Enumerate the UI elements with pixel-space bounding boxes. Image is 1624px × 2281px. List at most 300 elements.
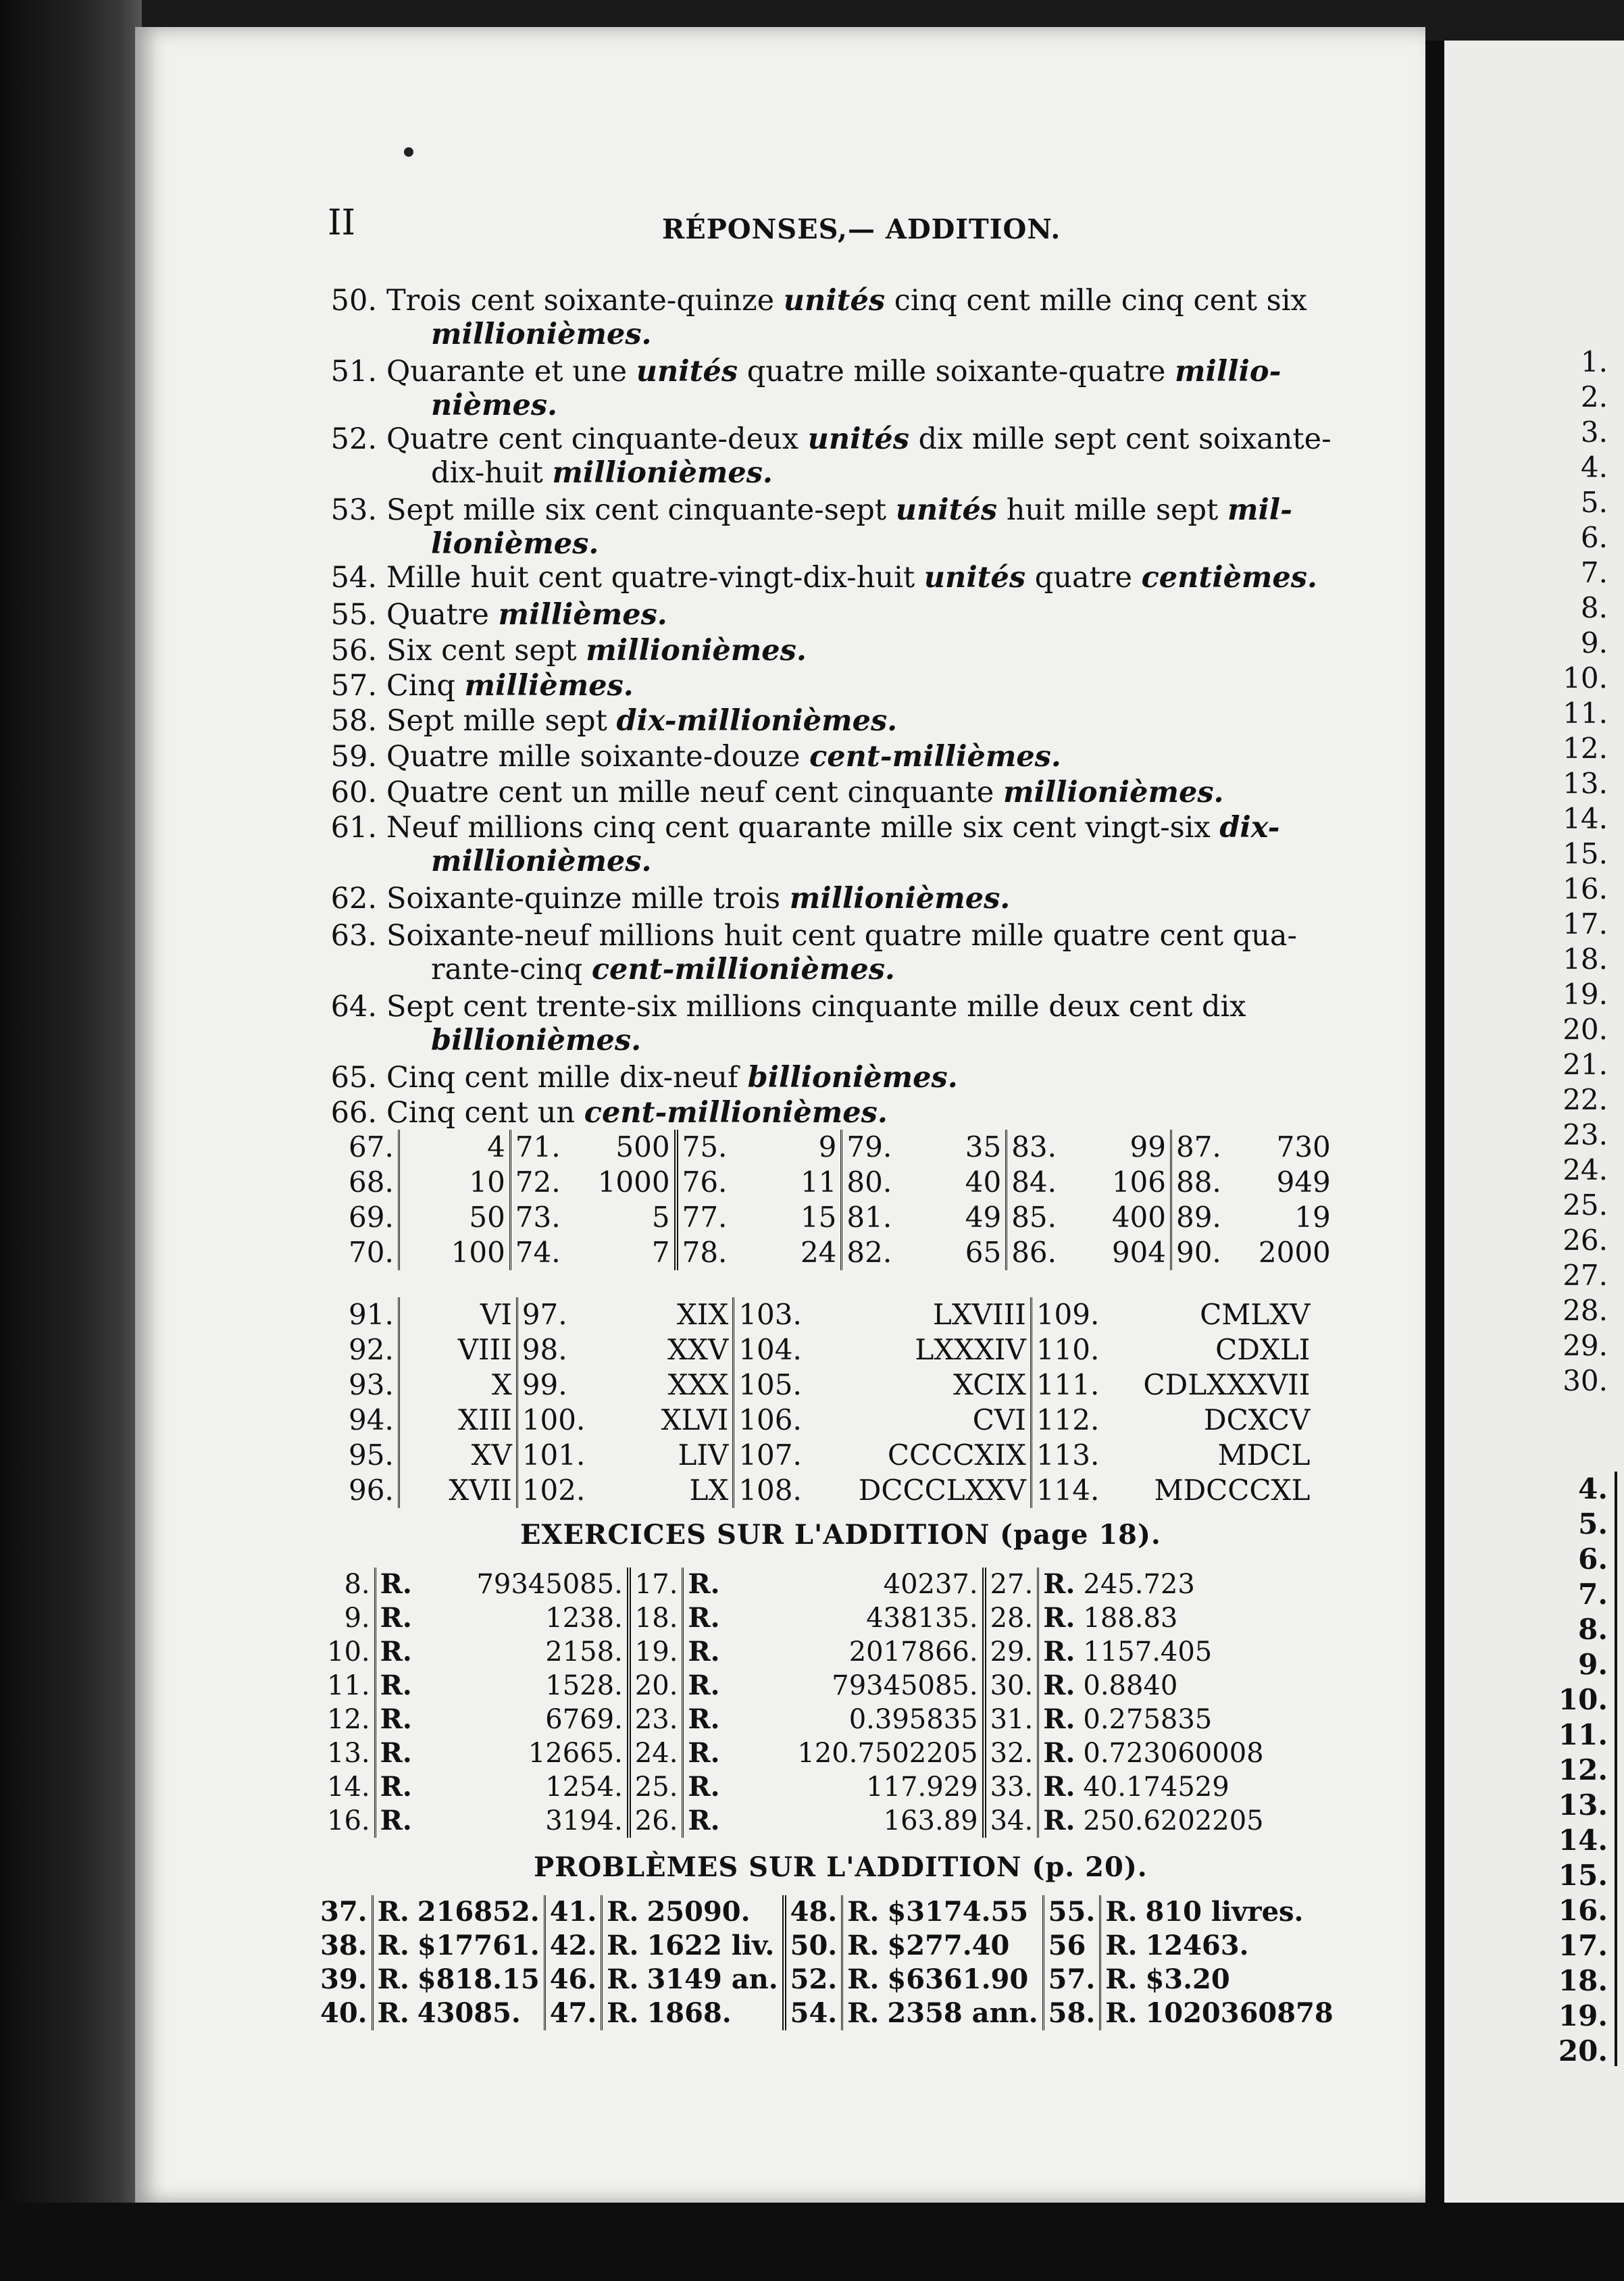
answer-text: Soixante-neuf millions huit cent quatre mille quatre cent qua- bbox=[386, 919, 1298, 953]
table-cell: 49 bbox=[965, 1201, 1002, 1234]
answer-unit: cent-millionièmes. bbox=[591, 953, 895, 986]
table-cell: 79345085. bbox=[832, 1670, 978, 1701]
table-cell: 41. bbox=[544, 1895, 602, 1929]
table-cell: 99 bbox=[1130, 1130, 1166, 1163]
answer-unit: billionièmes. bbox=[747, 1061, 958, 1095]
table-cell: $3.20 bbox=[1145, 1963, 1230, 1995]
table-cell: 500 bbox=[615, 1130, 670, 1163]
table-cell: 72. bbox=[510, 1165, 564, 1200]
table-cell: 400 bbox=[1111, 1201, 1166, 1234]
roman-numerals-table bbox=[345, 1297, 1314, 1508]
answer-item bbox=[323, 355, 1350, 422]
table-cell: 55. bbox=[1043, 1895, 1100, 1929]
table-cell: R. bbox=[683, 1703, 724, 1736]
table-cell: 438135. bbox=[866, 1603, 978, 1634]
table-cell: 188.83 bbox=[1083, 1603, 1178, 1634]
table-row bbox=[345, 1368, 1314, 1403]
answer-item bbox=[323, 1096, 1350, 1130]
table-row bbox=[345, 1235, 1335, 1270]
table-cell: 1528. bbox=[545, 1670, 623, 1701]
table-cell: 25. bbox=[629, 1770, 683, 1804]
answer-unit: mil- bbox=[1227, 493, 1292, 527]
answer-text: Six cent sept bbox=[386, 634, 586, 668]
right-page-number: 14. bbox=[1563, 802, 1608, 835]
table-cell: R. bbox=[1038, 1601, 1080, 1635]
right-page-number: 14. bbox=[1558, 1824, 1608, 1857]
answer-text: cinq cent mille cinq cent six bbox=[885, 284, 1307, 318]
table-cell: $17761. bbox=[417, 1930, 540, 1961]
table-cell: 91. bbox=[349, 1298, 394, 1331]
table-cell: 29. bbox=[984, 1635, 1038, 1669]
table-cell: 32. bbox=[984, 1736, 1038, 1770]
table-cell: R. bbox=[1038, 1736, 1080, 1770]
right-page-number: 12. bbox=[1563, 732, 1608, 765]
table-row bbox=[345, 1332, 1314, 1368]
table-cell: 245.723 bbox=[1083, 1569, 1195, 1600]
table-cell: 58. bbox=[1043, 1997, 1100, 2030]
answer-item bbox=[323, 561, 1350, 595]
answer-text: Cinq bbox=[386, 669, 465, 703]
answer-unit: millièmes. bbox=[498, 598, 667, 632]
answer-unit: cent-millièmes. bbox=[809, 740, 1061, 774]
table-cell: LX bbox=[689, 1474, 729, 1507]
right-page-number: 20. bbox=[1563, 1013, 1608, 1046]
table-cell: R. bbox=[1038, 1770, 1080, 1804]
right-page-number: 10. bbox=[1558, 1683, 1608, 1716]
answer-item bbox=[323, 422, 1350, 490]
table-cell: X bbox=[399, 1368, 517, 1403]
table-cell: 26. bbox=[629, 1804, 683, 1838]
table-row bbox=[316, 1997, 1338, 2030]
table-cell: 90. bbox=[1171, 1235, 1225, 1270]
table-cell: 19 bbox=[1294, 1201, 1331, 1234]
table-row bbox=[323, 1736, 1268, 1770]
table-cell: 6769. bbox=[545, 1704, 623, 1735]
table-cell: R. bbox=[1038, 1703, 1080, 1736]
table-cell: 85. bbox=[1007, 1200, 1061, 1235]
right-page-number: 5. bbox=[1578, 1507, 1608, 1540]
table-cell: 106 bbox=[1111, 1165, 1166, 1199]
right-page-numbers-top bbox=[1547, 345, 1608, 1399]
right-page-number: 19. bbox=[1558, 1999, 1608, 2032]
table-cell: R. bbox=[1038, 1669, 1080, 1703]
table-cell: 1238. bbox=[545, 1603, 623, 1634]
answer-item bbox=[323, 704, 1350, 738]
table-cell: R. bbox=[372, 1997, 413, 2030]
answer-continuation bbox=[323, 456, 1350, 490]
table-cell: 7 bbox=[651, 1236, 670, 1269]
right-page-number: 7. bbox=[1580, 556, 1608, 589]
answer-unit: millionièmes. bbox=[586, 634, 807, 668]
right-page-number: 24. bbox=[1563, 1153, 1608, 1186]
answer-text: rante-cinq bbox=[431, 953, 592, 986]
table-cell: R. bbox=[683, 1568, 724, 1601]
table-cell: 11. bbox=[327, 1670, 370, 1701]
answer-item bbox=[323, 1061, 1350, 1095]
right-page-number: 2. bbox=[1580, 380, 1608, 413]
table-cell: 117.929 bbox=[866, 1772, 978, 1803]
scan-bottom-edge bbox=[0, 2203, 1624, 2281]
table-cell: 42. bbox=[544, 1929, 602, 1963]
table-cell: 50. bbox=[784, 1929, 842, 1963]
table-cell: 39. bbox=[320, 1963, 367, 1995]
ink-spot bbox=[404, 147, 413, 157]
answer-continuation bbox=[323, 1024, 1350, 1057]
right-page-number: 11. bbox=[1558, 1718, 1608, 1751]
right-page-number: 9. bbox=[1578, 1648, 1608, 1681]
table-cell: VIII bbox=[399, 1332, 517, 1368]
answer-number: 51. bbox=[330, 355, 377, 388]
table-cell: 37. bbox=[320, 1896, 367, 1928]
answer-item bbox=[323, 919, 1350, 986]
table-cell: 12. bbox=[327, 1704, 370, 1735]
answer-text: Quatre cent un mille neuf cent cinquante bbox=[386, 776, 1003, 809]
table-cell: 1157.405 bbox=[1083, 1636, 1213, 1668]
table-cell: R. bbox=[375, 1736, 416, 1770]
problems-table bbox=[316, 1895, 1338, 2030]
table-cell: R. bbox=[683, 1669, 724, 1703]
table-cell: 10 bbox=[399, 1165, 510, 1200]
table-cell: 57. bbox=[1043, 1963, 1100, 1997]
table-cell: $3174.55 bbox=[887, 1896, 1029, 1928]
answer-continuation bbox=[323, 953, 1350, 986]
table-cell: R. bbox=[842, 1997, 884, 2030]
answer-number: 63. bbox=[330, 919, 377, 953]
answer-number: 55. bbox=[330, 598, 377, 632]
table-row bbox=[316, 1895, 1338, 1929]
table-cell: 40237. bbox=[883, 1569, 978, 1600]
table-cell: R. bbox=[1100, 1963, 1142, 1997]
table-cell: 1868. bbox=[646, 1997, 732, 2029]
table-cell: $818.15 bbox=[417, 1963, 540, 1995]
table-cell: 43085. bbox=[417, 1997, 521, 2029]
table-cell: $277.40 bbox=[887, 1930, 1010, 1961]
table-cell: 77. bbox=[676, 1200, 732, 1235]
answer-unit: millionièmes. bbox=[552, 456, 773, 490]
table-cell: R. bbox=[1100, 1929, 1142, 1963]
table-cell: XIII bbox=[399, 1403, 517, 1438]
right-page-number: 17. bbox=[1563, 907, 1608, 941]
table-cell: R. bbox=[842, 1963, 884, 1997]
table-cell: 25090. bbox=[646, 1896, 751, 1928]
answer-item bbox=[323, 990, 1350, 1057]
table-cell: 78. bbox=[676, 1235, 732, 1270]
table-cell: 107. bbox=[734, 1438, 806, 1473]
answer-item bbox=[323, 811, 1350, 878]
table-cell: 105. bbox=[734, 1368, 806, 1403]
right-page-number: 18. bbox=[1558, 1964, 1608, 1997]
right-page-number: 13. bbox=[1563, 767, 1608, 800]
answer-text: Quatre mille soixante-douze bbox=[386, 740, 810, 774]
answer-text: quatre mille soixante-quatre bbox=[738, 355, 1175, 388]
answer-text: Cinq cent un bbox=[386, 1096, 584, 1130]
answer-unit: unités bbox=[636, 355, 738, 388]
table-cell: 3194. bbox=[545, 1805, 623, 1836]
right-page-number: 4. bbox=[1578, 1472, 1608, 1505]
right-page-number: 21. bbox=[1563, 1048, 1608, 1081]
right-page-number: 15. bbox=[1563, 837, 1608, 870]
table-cell: 10. bbox=[327, 1636, 370, 1668]
table-cell: R. bbox=[683, 1635, 724, 1669]
answer-number: 60. bbox=[330, 776, 377, 809]
answer-unit: nièmes. bbox=[431, 388, 557, 422]
answer-unit: millionièmes. bbox=[431, 318, 652, 351]
table-cell: 2358 ann. bbox=[887, 1997, 1038, 2029]
answer-item bbox=[323, 284, 1350, 351]
table-cell: R. bbox=[842, 1895, 884, 1929]
answer-text: Quatre bbox=[386, 598, 499, 632]
table-cell: R. bbox=[1038, 1804, 1080, 1838]
right-page-numbers-bottom bbox=[1547, 1472, 1608, 2069]
table-cell: XXV bbox=[667, 1333, 729, 1366]
table-cell: 33. bbox=[984, 1770, 1038, 1804]
answer-number: 53. bbox=[330, 493, 377, 527]
answer-number: 59. bbox=[330, 740, 377, 774]
answer-unit: millionièmes. bbox=[431, 845, 652, 878]
table-cell: 73. bbox=[510, 1200, 564, 1235]
table-row bbox=[316, 1963, 1338, 1997]
right-page-number: 20. bbox=[1558, 2034, 1608, 2067]
table-row bbox=[323, 1703, 1268, 1736]
table-cell: R. bbox=[842, 1929, 884, 1963]
table-cell: 99. bbox=[517, 1368, 589, 1403]
right-page-number: 16. bbox=[1558, 1894, 1608, 1927]
right-page-number: 23. bbox=[1563, 1118, 1608, 1151]
answer-continuation bbox=[323, 845, 1350, 878]
table-row bbox=[345, 1473, 1314, 1508]
answer-number: 58. bbox=[330, 704, 377, 738]
right-page-number: 13. bbox=[1558, 1788, 1608, 1822]
answer-item bbox=[323, 598, 1350, 632]
table-cell: 2000 bbox=[1258, 1236, 1331, 1269]
book-spine-shadow bbox=[0, 0, 142, 2281]
table-cell: 100. bbox=[517, 1403, 589, 1438]
table-cell: 19. bbox=[629, 1635, 683, 1669]
answer-text: Cinq cent mille dix-neuf bbox=[386, 1061, 748, 1095]
table-cell: R. bbox=[602, 1895, 643, 1929]
table-cell: R. bbox=[375, 1703, 416, 1736]
table-cell: 12463. bbox=[1145, 1930, 1249, 1961]
answer-text: dix mille sept cent soixante- bbox=[909, 422, 1331, 456]
table-cell: 949 bbox=[1276, 1165, 1331, 1199]
table-cell: 102. bbox=[517, 1473, 589, 1508]
table-cell: 108. bbox=[734, 1473, 806, 1508]
table-cell: 0.723060008 bbox=[1083, 1738, 1264, 1769]
exercises-table bbox=[323, 1568, 1268, 1838]
table-cell: 93. bbox=[349, 1368, 394, 1401]
answer-number: 52. bbox=[330, 422, 377, 456]
right-page-number: 22. bbox=[1563, 1083, 1608, 1116]
table-cell: 101. bbox=[517, 1438, 589, 1473]
answer-text: Sept mille sept bbox=[386, 704, 617, 738]
table-cell: 50 bbox=[399, 1200, 510, 1235]
answer-continuation bbox=[323, 318, 1350, 351]
table-cell: 163.89 bbox=[883, 1805, 978, 1836]
table-cell: 40. bbox=[320, 1997, 367, 2029]
table-cell: R. bbox=[1038, 1568, 1080, 1601]
table-row bbox=[345, 1130, 1335, 1165]
table-cell: 27. bbox=[984, 1568, 1038, 1601]
table-cell: 12665. bbox=[528, 1738, 623, 1769]
right-page-number: 30. bbox=[1563, 1364, 1608, 1397]
table-row bbox=[323, 1804, 1268, 1838]
table-cell: 1020360878 bbox=[1145, 1997, 1334, 2029]
right-page-number: 28. bbox=[1563, 1294, 1608, 1327]
answer-unit: dix-millionièmes. bbox=[616, 704, 898, 738]
table-cell: 0.8840 bbox=[1083, 1670, 1178, 1701]
table-cell: 1622 liv. bbox=[646, 1930, 775, 1961]
table-cell: 11 bbox=[800, 1165, 837, 1199]
table-cell: MDCL bbox=[1217, 1438, 1311, 1472]
answer-item bbox=[323, 493, 1350, 561]
table-cell: CCCCXIX bbox=[887, 1438, 1026, 1472]
answer-continuation bbox=[323, 388, 1350, 422]
table-row bbox=[316, 1929, 1338, 1963]
table-cell: R. bbox=[1100, 1997, 1142, 2030]
table-cell: 34. bbox=[984, 1804, 1038, 1838]
table-cell: XV bbox=[399, 1438, 517, 1473]
answer-number: 54. bbox=[330, 561, 377, 595]
table-cell: 52. bbox=[784, 1963, 842, 1997]
right-page-number: 16. bbox=[1563, 872, 1608, 905]
table-cell: 103. bbox=[734, 1297, 806, 1332]
table-cell: 24 bbox=[800, 1236, 837, 1269]
table-cell: 96. bbox=[349, 1474, 394, 1507]
table-cell: 69. bbox=[349, 1201, 394, 1234]
table-cell: 80. bbox=[842, 1165, 896, 1200]
table-cell: $6361.90 bbox=[887, 1963, 1029, 1995]
table-cell: 81. bbox=[842, 1200, 896, 1235]
right-page-number: 4. bbox=[1580, 451, 1608, 484]
table-cell: 40 bbox=[965, 1165, 1002, 1199]
table-cell: 14. bbox=[327, 1772, 370, 1803]
answer-number: 50. bbox=[330, 284, 377, 318]
answer-unit: dix- bbox=[1219, 811, 1280, 845]
table-cell: 67. bbox=[349, 1130, 394, 1163]
right-page-number: 25. bbox=[1563, 1188, 1608, 1222]
table-cell: 84. bbox=[1007, 1165, 1061, 1200]
table-cell: 111. bbox=[1031, 1368, 1103, 1403]
table-cell: XIX bbox=[676, 1298, 729, 1331]
table-cell: 74. bbox=[510, 1235, 564, 1270]
answer-text: dix-huit bbox=[431, 456, 553, 490]
right-page-number: 15. bbox=[1558, 1859, 1608, 1892]
table-cell: LIV bbox=[678, 1438, 729, 1472]
table-cell: 54. bbox=[784, 1997, 842, 2030]
table-cell: 98. bbox=[517, 1332, 589, 1368]
answer-number: 57. bbox=[330, 669, 377, 703]
answer-number: 65. bbox=[330, 1061, 377, 1095]
table-cell: VI bbox=[399, 1297, 517, 1332]
answer-unit: centièmes. bbox=[1141, 561, 1317, 595]
table-cell: XCIX bbox=[953, 1368, 1026, 1401]
table-cell: R. bbox=[375, 1568, 416, 1601]
table-cell: 24. bbox=[629, 1736, 683, 1770]
table-cell: 110. bbox=[1031, 1332, 1103, 1368]
table-cell: R. bbox=[372, 1895, 413, 1929]
table-cell: 15 bbox=[800, 1201, 837, 1234]
table-cell: LXVIII bbox=[932, 1298, 1026, 1331]
table-cell: 38. bbox=[320, 1930, 367, 1961]
table-cell: 20. bbox=[629, 1669, 683, 1703]
answer-text: Neuf millions cinq cent quarante mille six cent vingt-six bbox=[386, 811, 1220, 845]
right-page-number: 8. bbox=[1580, 591, 1608, 624]
table-cell: 35 bbox=[965, 1130, 1002, 1163]
table-cell: 100 bbox=[399, 1235, 510, 1270]
answer-unit: unités bbox=[807, 422, 909, 456]
right-page-number: 17. bbox=[1558, 1929, 1608, 1962]
answer-unit: unités bbox=[923, 561, 1026, 595]
table-cell: R. bbox=[602, 1929, 643, 1963]
table-cell: 79. bbox=[842, 1130, 896, 1165]
table-cell: 94. bbox=[349, 1403, 394, 1436]
page-title: RÉPONSES,— ADDITION. bbox=[662, 214, 1061, 245]
table-cell: 82. bbox=[842, 1235, 896, 1270]
table-cell: 8. bbox=[344, 1569, 370, 1600]
right-page-number: 9. bbox=[1580, 626, 1608, 659]
right-page-number: 3. bbox=[1580, 416, 1608, 449]
answer-text: Trois cent soixante-quinze bbox=[386, 284, 784, 318]
table-row bbox=[323, 1635, 1268, 1669]
answer-number: 61. bbox=[330, 811, 377, 845]
answer-unit: millièmes. bbox=[464, 669, 634, 703]
answer-unit: millionièmes. bbox=[1003, 776, 1224, 809]
answer-text: Quarante et une bbox=[386, 355, 636, 388]
table-cell: R. bbox=[375, 1601, 416, 1635]
table-cell: CVI bbox=[972, 1403, 1026, 1436]
table-cell: XLVI bbox=[661, 1403, 729, 1436]
table-cell: R. bbox=[683, 1770, 724, 1804]
table-cell: R. bbox=[1100, 1895, 1142, 1929]
table-row bbox=[345, 1200, 1335, 1235]
table-cell: 75. bbox=[676, 1130, 732, 1165]
table-cell: CMLXV bbox=[1200, 1298, 1311, 1331]
answer-item bbox=[323, 669, 1350, 703]
table-cell: 79345085. bbox=[476, 1569, 623, 1600]
table-cell: 70. bbox=[349, 1236, 394, 1269]
table-cell: 106. bbox=[734, 1403, 806, 1438]
table-cell: LXXXIV bbox=[915, 1333, 1026, 1366]
table-cell: R. bbox=[602, 1997, 643, 2030]
table-row bbox=[323, 1601, 1268, 1635]
table-cell: 9 bbox=[818, 1130, 837, 1163]
table-cell: 71. bbox=[510, 1130, 564, 1165]
right-page-number: 18. bbox=[1563, 943, 1608, 976]
table-cell: 250.6202205 bbox=[1083, 1805, 1264, 1836]
answer-continuation bbox=[323, 527, 1350, 561]
right-page-number: 5. bbox=[1580, 486, 1608, 519]
table-cell: 216852. bbox=[417, 1896, 540, 1928]
right-page-number: 1. bbox=[1580, 345, 1608, 378]
answer-item bbox=[323, 740, 1350, 774]
table-cell: 104. bbox=[734, 1332, 806, 1368]
table-cell: 4 bbox=[399, 1130, 510, 1165]
table-cell: 68. bbox=[349, 1165, 394, 1199]
table-cell: 114. bbox=[1031, 1473, 1103, 1508]
table-cell: R. bbox=[1038, 1635, 1080, 1669]
table-cell: 120.7502205 bbox=[797, 1738, 978, 1769]
table-cell: 1000 bbox=[597, 1165, 670, 1199]
table-cell: CDXLI bbox=[1215, 1333, 1311, 1366]
table-cell: 86. bbox=[1007, 1235, 1061, 1270]
answer-unit: millionièmes. bbox=[789, 882, 1011, 916]
page-gutter bbox=[1425, 41, 1444, 2216]
table-cell: 46. bbox=[544, 1963, 602, 1997]
table-cell: 16. bbox=[327, 1805, 370, 1836]
table-cell: 97. bbox=[517, 1297, 589, 1332]
right-page-number: 7. bbox=[1578, 1578, 1608, 1611]
table-cell: 0.275835 bbox=[1083, 1704, 1213, 1735]
